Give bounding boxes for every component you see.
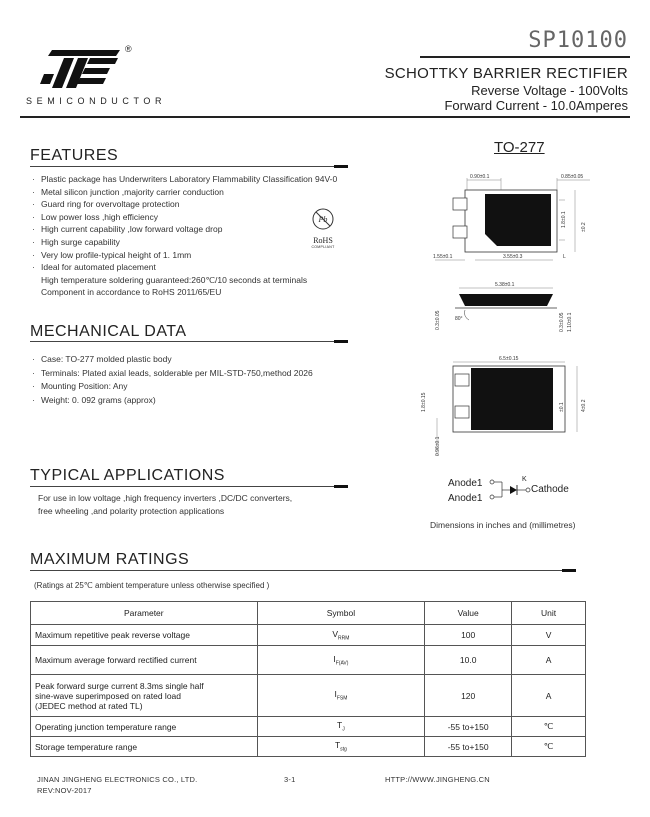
pb-text: Pb xyxy=(318,215,328,224)
dim-label: 6.5±0.15 xyxy=(499,356,519,362)
unit-cell: ℃ xyxy=(512,717,586,737)
rohs-badge xyxy=(305,207,341,249)
table-row xyxy=(31,717,586,737)
symbol-cell xyxy=(257,646,425,675)
table-row xyxy=(31,737,586,757)
parameter-line: (JEDEC method at rated TL) xyxy=(35,700,143,711)
symbol-cell xyxy=(257,717,425,737)
parameter-line: Peak forward surge current 8.3ms single half xyxy=(35,680,204,691)
table-row xyxy=(31,625,586,646)
symbol-sub: stg xyxy=(340,746,347,753)
symbol-main: V xyxy=(332,628,339,639)
unit-cell: A xyxy=(512,675,586,717)
features-tick xyxy=(334,165,348,168)
dimension-note: Dimensions in inches and (millimetres) xyxy=(430,520,576,530)
footer-page: 3-1 xyxy=(284,775,296,784)
cathode-label: Cathode xyxy=(531,484,569,495)
list-item: · Case: TO-277 molded plastic body xyxy=(32,353,392,367)
dim-label: 1.8±0.1 xyxy=(561,211,567,228)
symbol-sub: F(AV) xyxy=(335,660,349,667)
pb-free-icon xyxy=(305,207,341,231)
side-view xyxy=(435,282,573,332)
symbol-main: T xyxy=(334,740,341,751)
features-title: FEATURES xyxy=(30,147,119,164)
list-item: · Weight: 0. 092 grams (approx) xyxy=(32,394,392,408)
table-row xyxy=(31,646,586,675)
value-cell: -55 to+150 xyxy=(425,737,512,757)
anode-label: Anode1 xyxy=(448,478,483,489)
schematic-labels xyxy=(448,476,482,506)
package-drawing xyxy=(415,160,615,460)
column-header: Symbol xyxy=(257,602,425,625)
symbol-main: I xyxy=(333,653,336,664)
value-cell: 120 xyxy=(425,675,512,717)
applications-line: free wheeling ,and polarity protection applications xyxy=(38,505,225,516)
ratings-note: (Ratings at 25℃ ambient temperature unless otherwise specified ) xyxy=(34,581,270,590)
symbol-cell xyxy=(257,625,425,646)
list-item: · Mounting Position: Any xyxy=(32,380,392,394)
list-item: · Low power loss ,high efficiency xyxy=(32,211,392,224)
list-item: · Plastic package has Underwriters Laboratory Flammability Classification 94V-0 xyxy=(32,173,392,186)
parameter-line: sine-wave superimposed on rated load xyxy=(35,690,182,701)
registered-mark: ® xyxy=(125,44,132,54)
reverse-voltage: Reverse Voltage - 100Volts xyxy=(471,83,628,98)
company-logo xyxy=(40,50,120,88)
logo-text: SEMICONDUCTOR xyxy=(26,96,167,106)
list-item: · Ideal for automated placement xyxy=(32,261,392,274)
features-underline xyxy=(30,166,348,167)
package-title: TO-277 xyxy=(494,139,545,156)
table-header-row xyxy=(31,602,586,625)
parameter-cell xyxy=(31,675,258,717)
symbol-main: I xyxy=(334,689,337,700)
applications-title: TYPICAL APPLICATIONS xyxy=(30,467,225,484)
rohs-label: RoHS xyxy=(313,236,333,245)
dim-label: 0.85±0.05 xyxy=(561,174,584,180)
applications-text xyxy=(38,492,368,517)
footer-url: HTTP://WWW.JINGHENG.CN xyxy=(385,775,490,784)
rohs-sub: COMPLIANT xyxy=(311,245,335,249)
column-header: Value xyxy=(425,602,512,625)
dim-label: 0.96±0.1 xyxy=(435,436,441,456)
bottom-view xyxy=(421,356,587,456)
part-number: SP10100 xyxy=(528,28,628,53)
footer-company: JINAN JINGHENG ELECTRONICS CO., LTD. xyxy=(37,775,198,784)
value-cell: 100 xyxy=(425,625,512,646)
parameter-cell: Storage temperature range xyxy=(31,737,258,757)
dim-label: 80° xyxy=(455,316,463,322)
list-item: Component in accordance to RoHS 2011/65/EU xyxy=(41,287,222,298)
ratings-tick xyxy=(562,569,576,572)
forward-current: Forward Current - 10.0Amperes xyxy=(444,98,628,113)
dim-label: 1.8±0.15 xyxy=(421,392,427,412)
parameter-cell: Maximum average forward rectified current xyxy=(31,646,258,675)
applications-line: For use in low voltage ,high frequency inverters ,DC/DC converters, xyxy=(38,493,293,503)
dim-label: 3.55±0.3 xyxy=(503,254,523,260)
table-row xyxy=(31,675,586,717)
dim-label: L xyxy=(563,254,566,260)
list-item: · Very low profile-typical height of 1. 1mm xyxy=(32,249,392,262)
symbol-sub: J xyxy=(342,726,345,733)
footer-rev: REV:NOV-2017 xyxy=(37,786,92,795)
dim-label: 0.3±0.05 xyxy=(559,312,565,332)
top-rule xyxy=(20,116,630,118)
parameter-cell: Operating junction temperature range xyxy=(31,717,258,737)
list-item: · Metal silicon junction ,majority carrier conduction xyxy=(32,186,392,199)
symbol-main: T xyxy=(337,720,343,731)
symbol-sub: FSM xyxy=(336,695,348,702)
dim-label: 0.90±0.1 xyxy=(470,174,490,180)
unit-cell: V xyxy=(512,625,586,646)
logo-mark-icon xyxy=(40,50,120,88)
unit-cell: A xyxy=(512,646,586,675)
list-item: High temperature soldering guaranteed:260℃/10 seconds at terminals xyxy=(41,274,308,285)
symbol-sub: RRM xyxy=(338,635,350,642)
column-header: Unit xyxy=(512,602,586,625)
unit-cell: ℃ xyxy=(512,737,586,757)
parameter-cell: Maximum repetitive peak reverse voltage xyxy=(31,625,258,646)
list-item: · High current capability ,low forward voltage drop xyxy=(32,223,392,236)
dim-label: 4±0.2 xyxy=(581,399,587,412)
column-header: Parameter xyxy=(31,602,258,625)
symbol-cell xyxy=(257,737,425,757)
symbol-cell xyxy=(257,675,425,717)
list-item: · Guard ring for overvoltage protection xyxy=(32,198,392,211)
header-divider xyxy=(420,56,630,58)
k-label: K xyxy=(522,476,527,483)
mechanical-underline xyxy=(30,341,348,342)
mechanical-list xyxy=(32,353,392,407)
applications-underline xyxy=(30,486,348,487)
value-cell: -55 to+150 xyxy=(425,717,512,737)
dim-label: 1.55±0.1 xyxy=(433,254,453,260)
list-item: · High surge capability xyxy=(32,236,392,249)
anode-label: Anode1 xyxy=(448,493,483,504)
dim-label: ±0.2 xyxy=(581,222,587,232)
product-type: SCHOTTKY BARRIER RECTIFIER xyxy=(384,65,628,82)
mechanical-title: MECHANICAL DATA xyxy=(30,323,187,340)
dim-label: 5.38±0.1 xyxy=(495,282,515,288)
list-item: · Terminals: Plated axial leads, solderable per MIL-STD-750,method 2026 xyxy=(32,367,392,381)
dim-label: 0.3±0.05 xyxy=(435,310,441,330)
mechanical-tick xyxy=(334,340,348,343)
ratings-table xyxy=(30,601,586,757)
value-cell: 10.0 xyxy=(425,646,512,675)
dim-label: ±0.1 xyxy=(559,402,565,412)
applications-tick xyxy=(334,485,348,488)
top-view xyxy=(433,174,590,260)
ratings-underline xyxy=(30,570,575,571)
dim-label: 1.10±0.1 xyxy=(567,312,573,332)
ratings-title: MAXIMUM RATINGS xyxy=(30,551,190,568)
